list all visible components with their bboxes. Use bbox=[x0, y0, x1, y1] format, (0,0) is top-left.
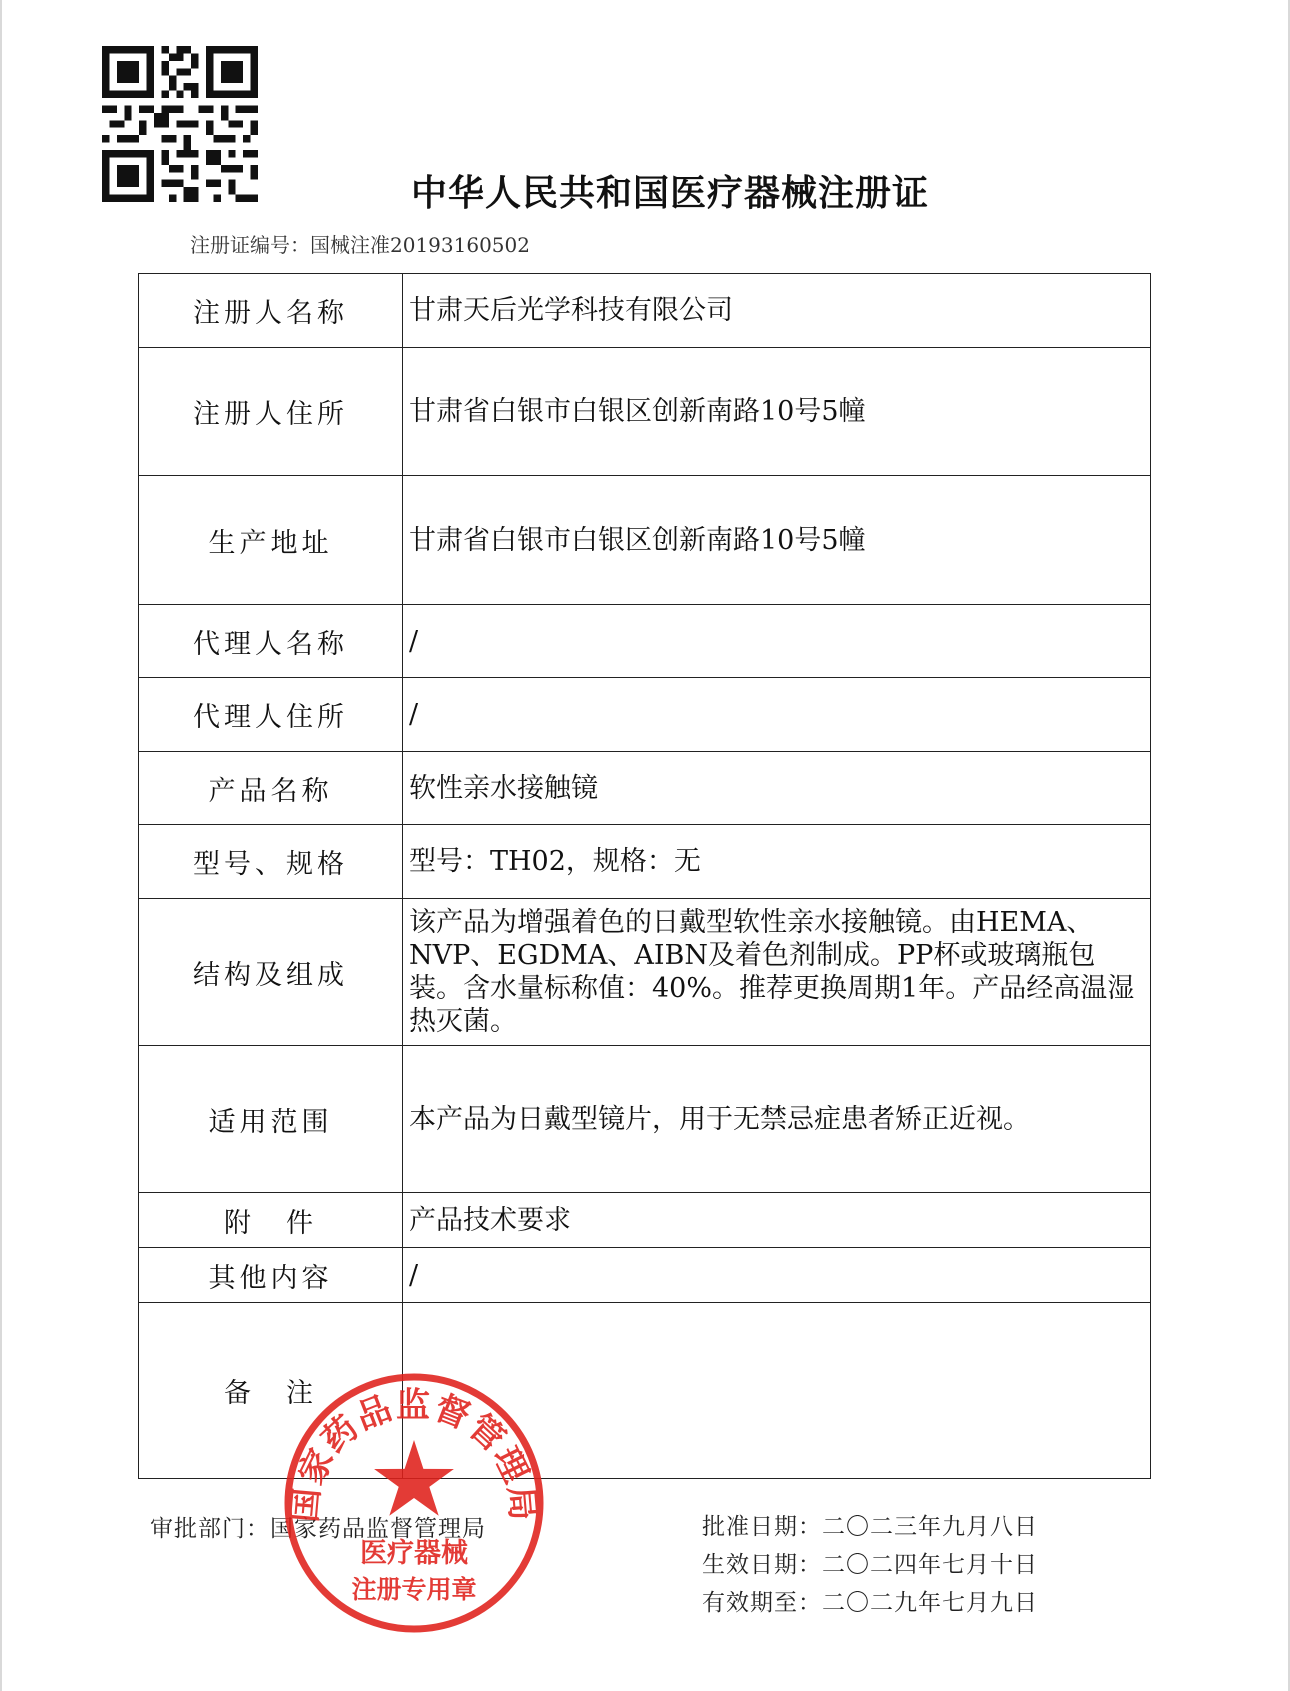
row-value: 产品技术要求 bbox=[403, 1193, 1151, 1248]
row-value: 型号：TH02，规格：无 bbox=[403, 825, 1151, 899]
row-label: 备 注 bbox=[139, 1303, 403, 1479]
certificate-title: 中华人民共和国医疗器械注册证 bbox=[410, 173, 929, 214]
row-label: 附 件 bbox=[139, 1193, 403, 1248]
row-label: 代理人名称 bbox=[139, 605, 403, 678]
table-row bbox=[139, 348, 1151, 476]
effective-date: 生效日期：二〇二四年七月十日 bbox=[702, 1552, 1038, 1578]
table-row bbox=[139, 1046, 1151, 1193]
certificate-table bbox=[138, 273, 1151, 1479]
row-label: 其他内容 bbox=[139, 1248, 403, 1303]
table-row bbox=[139, 476, 1151, 605]
row-value: 该产品为增强着色的日戴型软性亲水接触镜。由HEMA、NVP、EGDMA、AIBN及着色剂制成。PP杯或玻璃瓶包装。含水量标称值：40%。推荐更换周期1年。产品经高温湿热灭菌。 bbox=[403, 899, 1151, 1046]
table-row bbox=[139, 1193, 1151, 1248]
row-value: 甘肃省白银市白银区创新南路10号5幢 bbox=[403, 476, 1151, 605]
official-seal bbox=[283, 1372, 545, 1634]
page-left-edge bbox=[0, 0, 2, 1691]
valid-until-date: 有效期至：二〇二九年七月九日 bbox=[702, 1590, 1038, 1616]
row-value: / bbox=[403, 605, 1151, 678]
approval-date: 批准日期：二〇二三年九月八日 bbox=[702, 1514, 1038, 1540]
row-label: 注册人住所 bbox=[139, 348, 403, 476]
table-row bbox=[139, 899, 1151, 1046]
seal-ring-text: 国家药品监督管理局 bbox=[284, 1385, 544, 1524]
seal-center-line2: 注册专用章 bbox=[351, 1575, 477, 1604]
row-value: 甘肃省白银市白银区创新南路10号5幢 bbox=[403, 348, 1151, 476]
approval-department: 审批部门：国家药品监督管理局 bbox=[150, 1516, 486, 1542]
row-label: 生产地址 bbox=[139, 476, 403, 605]
row-value: 本产品为日戴型镜片，用于无禁忌症患者矫正近视。 bbox=[403, 1046, 1151, 1193]
row-label: 型号、规格 bbox=[139, 825, 403, 899]
row-label: 适用范围 bbox=[139, 1046, 403, 1193]
row-label: 注册人名称 bbox=[139, 274, 403, 348]
star-icon bbox=[374, 1440, 454, 1516]
row-label: 产品名称 bbox=[139, 752, 403, 825]
table-row bbox=[139, 825, 1151, 899]
table-row bbox=[139, 1248, 1151, 1303]
table-row bbox=[139, 752, 1151, 825]
seal-center-line1: 医疗器械 bbox=[360, 1538, 468, 1569]
table-row bbox=[139, 605, 1151, 678]
row-label: 结构及组成 bbox=[139, 899, 403, 1046]
table-row bbox=[139, 678, 1151, 752]
registration-number: 注册证编号：国械注准20193160502 bbox=[190, 233, 530, 257]
row-value: 软性亲水接触镜 bbox=[403, 752, 1151, 825]
row-label: 代理人住所 bbox=[139, 678, 403, 752]
row-value: / bbox=[403, 1248, 1151, 1303]
table-row bbox=[139, 274, 1151, 348]
row-value: / bbox=[403, 678, 1151, 752]
row-value: 甘肃天后光学科技有限公司 bbox=[403, 274, 1151, 348]
